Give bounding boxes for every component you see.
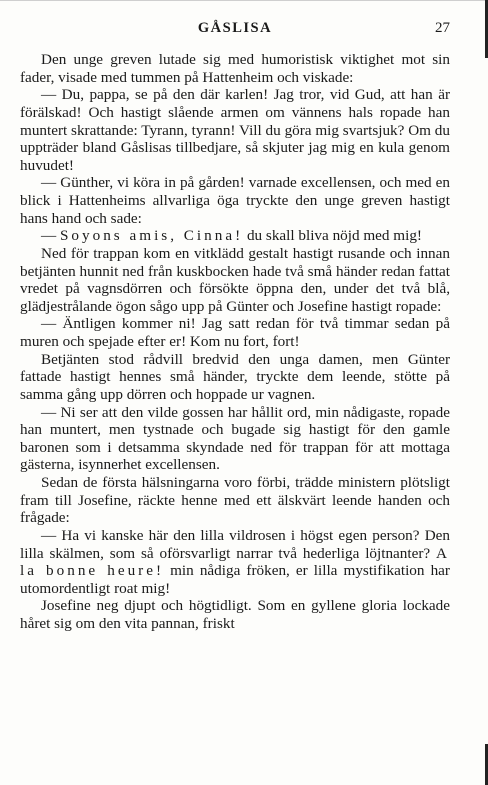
- paragraph: Josefine neg djupt och högtidligt. Som en gyllene gloria lockade håret sig om den vita pannan, friskt: [20, 597, 450, 632]
- paragraph-text: du skall bliva nöjd med mig!: [243, 227, 422, 245]
- spaced-emphasis: Soyons amis, Cinna!: [59, 227, 244, 245]
- paragraph: Ned för trappan kom en vitklädd gestalt hastigt rusande och innan betjänten hunnit ned från kuskbocken hade två små händer redan fattat vredet på vagnsdörren och försökte öppna den, under det två blå, glädjestrålande ögon sågo upp på Günter och Josefine hastigt ropade:: [20, 244, 450, 315]
- paragraph: — Äntligen kommer ni! Jag satt redan för två timmar sedan på muren och spejade efter er! Kom nu fort, fort!: [20, 315, 450, 350]
- paragraph: — Günther, vi köra in på gården! varnade excellensen, och med en blick i Hattenheims allvarliga öga tryckte den unge greven hastigt hans hand och sade:: [20, 174, 450, 227]
- running-head: GÅSLISA: [197, 20, 273, 36]
- paragraph: Betjänten stod rådvill bredvid den unga damen, men Günter fattade hastigt hennes små händer, tryckte dem leende, stötte på samma gång upp dörren och hoppade ur vagnen.: [20, 350, 450, 403]
- paragraph: Sedan de första hälsningarna voro förbi, trädde ministern plötsligt fram till Josefine, räckte henne med ett älskvärt leende handen och frågade:: [20, 474, 450, 527]
- page-number: 27: [435, 20, 450, 36]
- paragraph: [20, 527, 450, 598]
- page-header: [20, 20, 450, 42]
- paragraph: Den unge greven lutade sig med humoristisk viktighet mot sin fader, visade med tummen på Hattenheim och viskade:: [20, 51, 450, 86]
- paragraph: [20, 227, 450, 245]
- spaced-emphasis: A la bonne heure!: [20, 544, 450, 580]
- paragraph-text: — Ha vi kanske här den lilla vildrosen i högst egen person? Den lilla skälmen, som så oförsvarligt narrar två hederliga löjtnanter?: [20, 526, 450, 562]
- paragraph-text: —: [41, 227, 60, 245]
- body-text: [20, 51, 450, 633]
- paragraph-text: min nådiga fröken, er lilla mystifikation har utomordentligt roat mig!: [20, 562, 450, 597]
- paragraph: — Ni ser att den vilde gossen har hållit ord, min nådigaste, ropade han muntert, men tystnade och bugade sig hastigt för den gamle baronen som i detsamma skyndade ned för trappan för att mottaga gästerna, isynnerhet excellensen.: [20, 403, 450, 474]
- paragraph: — Du, pappa, se på den där karlen! Jag tror, vid Gud, att han är förälskad! Och hastigt slående armen om vännens hals ropade han muntert skrattande: Tyrann, tyrann! Vill du göra mig svartsjuk? Om du uppträder bland Gåslisas tillbedjare, så skjuter jag mig en kula genom huvudet!: [20, 86, 450, 174]
- page-top-edge: [0, 0, 488, 1]
